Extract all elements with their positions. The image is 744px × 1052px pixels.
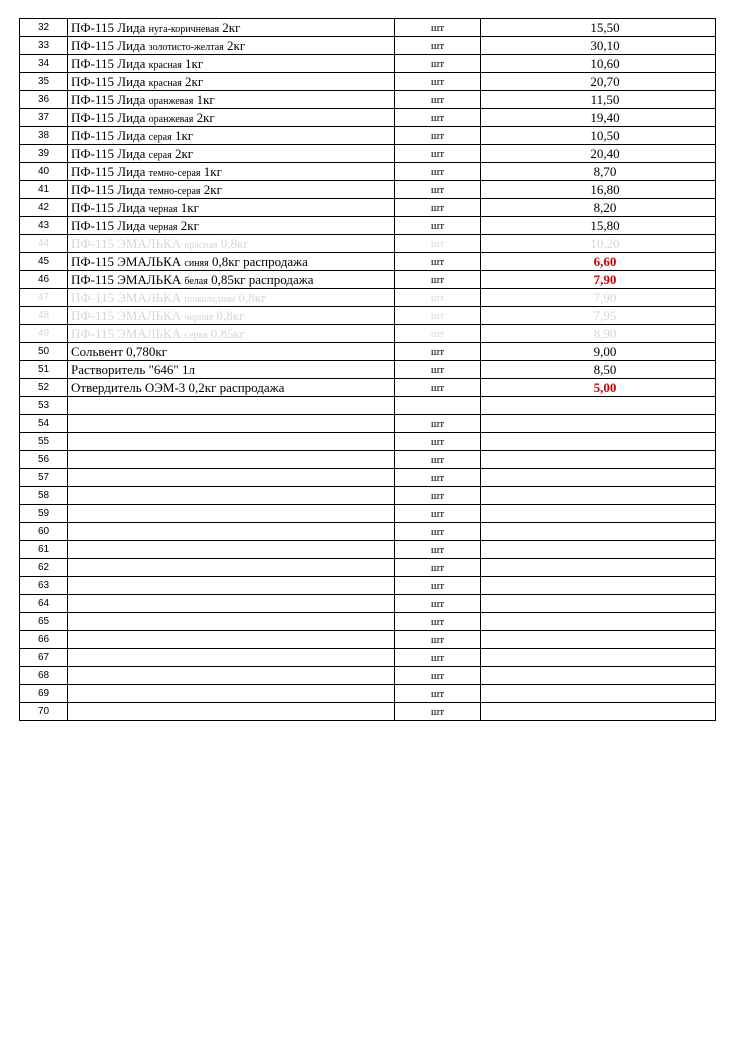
product-name: ПФ-115 Лида bbox=[71, 109, 146, 125]
row-number: 56 bbox=[20, 451, 68, 469]
row-number: 37 bbox=[20, 109, 68, 127]
row-number: 46 bbox=[20, 271, 68, 289]
price-cell: 8,20 bbox=[481, 199, 716, 217]
row-number: 38 bbox=[20, 127, 68, 145]
unit-cell: шт bbox=[395, 505, 481, 523]
product-name-cell bbox=[68, 361, 395, 379]
product-name-cell bbox=[68, 325, 395, 343]
price-cell: 15,50 bbox=[481, 19, 716, 37]
product-size: 1кг bbox=[196, 91, 215, 107]
product-name: ПФ-115 ЭМАЛЬКА bbox=[71, 235, 182, 251]
unit-cell: шт bbox=[395, 577, 481, 595]
product-name-cell bbox=[68, 469, 395, 487]
table-row bbox=[20, 649, 716, 667]
product-name: ПФ-115 Лида bbox=[71, 37, 146, 53]
product-name: ПФ-115 Лида bbox=[71, 181, 146, 197]
table-row bbox=[20, 253, 716, 271]
price-cell: 9,00 bbox=[481, 343, 716, 361]
price-cell: 10,50 bbox=[481, 127, 716, 145]
table-row bbox=[20, 631, 716, 649]
price-cell bbox=[481, 451, 716, 469]
price-cell bbox=[481, 667, 716, 685]
row-number: 48 bbox=[20, 307, 68, 325]
unit-cell: шт bbox=[395, 145, 481, 163]
product-size: 0,8кг bbox=[211, 253, 240, 269]
product-name-cell bbox=[68, 415, 395, 433]
table-row bbox=[20, 451, 716, 469]
row-number: 59 bbox=[20, 505, 68, 523]
row-number: 70 bbox=[20, 703, 68, 721]
table-row bbox=[20, 703, 716, 721]
table-row bbox=[20, 433, 716, 451]
product-note: распродажа bbox=[248, 271, 314, 287]
unit-cell: шт bbox=[395, 181, 481, 199]
sale-price-cell: 7,90 bbox=[481, 271, 716, 289]
unit-cell: шт bbox=[395, 649, 481, 667]
table-row bbox=[20, 559, 716, 577]
product-color: черная bbox=[184, 311, 214, 323]
row-number: 63 bbox=[20, 577, 68, 595]
table-row bbox=[20, 217, 716, 235]
product-color: темно-серая bbox=[148, 185, 201, 197]
price-cell bbox=[481, 415, 716, 433]
product-size: 2кг bbox=[196, 109, 215, 125]
unit-cell: шт bbox=[395, 595, 481, 613]
price-cell: 20,70 bbox=[481, 73, 716, 91]
row-number: 33 bbox=[20, 37, 68, 55]
price-table-body bbox=[20, 19, 716, 721]
unit-cell: шт bbox=[395, 127, 481, 145]
product-color: золотисто-желтая bbox=[148, 41, 224, 53]
row-number: 58 bbox=[20, 487, 68, 505]
product-size: 2кг bbox=[222, 19, 241, 35]
product-name-cell bbox=[68, 631, 395, 649]
table-row bbox=[20, 415, 716, 433]
price-cell: 20,40 bbox=[481, 145, 716, 163]
product-name: ПФ-115 ЭМАЛЬКА bbox=[71, 253, 182, 269]
table-row bbox=[20, 469, 716, 487]
product-size: 1кг bbox=[203, 163, 222, 179]
product-color: красная bbox=[184, 239, 218, 251]
table-row bbox=[20, 613, 716, 631]
row-number: 67 bbox=[20, 649, 68, 667]
table-row bbox=[20, 55, 716, 73]
price-cell: 15,80 bbox=[481, 217, 716, 235]
product-name: ПФ-115 Лида bbox=[71, 163, 146, 179]
product-size: 2кг bbox=[174, 145, 194, 161]
price-cell: 8,70 bbox=[481, 163, 716, 181]
product-name-cell bbox=[68, 55, 395, 73]
product-color: красная bbox=[148, 77, 182, 89]
unit-cell: шт bbox=[395, 703, 481, 721]
price-cell bbox=[481, 523, 716, 541]
price-cell: 8,50 bbox=[481, 361, 716, 379]
row-number: 32 bbox=[20, 19, 68, 37]
product-name-cell bbox=[68, 523, 395, 541]
product-name-cell bbox=[68, 577, 395, 595]
table-row bbox=[20, 379, 716, 397]
product-color: серая bbox=[184, 329, 208, 341]
table-row bbox=[20, 685, 716, 703]
product-name-cell bbox=[68, 613, 395, 631]
product-size: 2кг bbox=[227, 37, 246, 53]
product-name-cell bbox=[68, 289, 395, 307]
product-name: ПФ-115 Лида bbox=[71, 73, 146, 89]
product-name: ПФ-115 ЭМАЛЬКА bbox=[71, 307, 182, 323]
product-size: 0,85кг bbox=[211, 271, 246, 287]
product-color: оранжевая bbox=[148, 95, 194, 107]
unit-cell: шт bbox=[395, 163, 481, 181]
product-size: 2кг bbox=[185, 73, 204, 89]
row-number: 61 bbox=[20, 541, 68, 559]
product-name: ПФ-115 Лида bbox=[71, 19, 146, 35]
product-name-cell bbox=[68, 163, 395, 181]
row-number: 49 bbox=[20, 325, 68, 343]
product-color: черная bbox=[148, 203, 178, 215]
table-row bbox=[20, 343, 716, 361]
table-row bbox=[20, 577, 716, 595]
product-color: белая bbox=[184, 275, 208, 287]
price-cell: 8,90 bbox=[481, 325, 716, 343]
unit-cell: шт bbox=[395, 613, 481, 631]
product-name-cell bbox=[68, 559, 395, 577]
table-row bbox=[20, 667, 716, 685]
product-name-cell bbox=[68, 541, 395, 559]
product-name-cell bbox=[68, 703, 395, 721]
price-cell bbox=[481, 685, 716, 703]
product-size: 1кг bbox=[185, 55, 204, 71]
unit-cell: шт bbox=[395, 469, 481, 487]
product-name-cell bbox=[68, 127, 395, 145]
product-size: 0,8кг bbox=[238, 289, 267, 305]
price-cell bbox=[481, 487, 716, 505]
unit-cell: шт bbox=[395, 379, 481, 397]
product-name-cell bbox=[68, 217, 395, 235]
row-number: 36 bbox=[20, 91, 68, 109]
row-number: 42 bbox=[20, 199, 68, 217]
row-number: 62 bbox=[20, 559, 68, 577]
product-name: Отвердитель ОЭМ-3 0,2кг распродажа bbox=[71, 379, 285, 395]
product-name-cell bbox=[68, 685, 395, 703]
table-row bbox=[20, 145, 716, 163]
price-cell bbox=[481, 649, 716, 667]
product-name: ПФ-115 Лида bbox=[71, 127, 146, 143]
product-color: нуга-коричневая bbox=[148, 23, 220, 35]
row-number: 60 bbox=[20, 523, 68, 541]
price-table bbox=[19, 18, 716, 721]
table-row bbox=[20, 361, 716, 379]
product-name-cell bbox=[68, 145, 395, 163]
unit-cell: шт bbox=[395, 109, 481, 127]
table-row bbox=[20, 487, 716, 505]
unit-cell: шт bbox=[395, 199, 481, 217]
price-cell: 7,95 bbox=[481, 307, 716, 325]
unit-cell: шт bbox=[395, 235, 481, 253]
price-cell: 16,80 bbox=[481, 181, 716, 199]
price-cell bbox=[481, 631, 716, 649]
unit-cell: шт bbox=[395, 523, 481, 541]
product-color: красная bbox=[148, 59, 182, 71]
product-size: 1кг bbox=[174, 127, 194, 143]
table-row bbox=[20, 307, 716, 325]
product-name-cell bbox=[68, 19, 395, 37]
price-cell: 7,90 bbox=[481, 289, 716, 307]
row-number: 43 bbox=[20, 217, 68, 235]
product-color: темно-серая bbox=[148, 167, 201, 179]
table-row bbox=[20, 289, 716, 307]
product-color: серая bbox=[148, 131, 172, 143]
row-number: 50 bbox=[20, 343, 68, 361]
unit-cell: шт bbox=[395, 55, 481, 73]
unit-cell: шт bbox=[395, 217, 481, 235]
unit-cell: шт bbox=[395, 343, 481, 361]
price-cell: 30,10 bbox=[481, 37, 716, 55]
product-name-cell bbox=[68, 487, 395, 505]
price-cell bbox=[481, 433, 716, 451]
row-number: 54 bbox=[20, 415, 68, 433]
unit-cell: шт bbox=[395, 667, 481, 685]
row-number: 40 bbox=[20, 163, 68, 181]
row-number: 53 bbox=[20, 397, 68, 415]
product-size: 2кг bbox=[203, 181, 222, 197]
product-size: 0,85кг bbox=[210, 325, 246, 341]
price-cell bbox=[481, 505, 716, 523]
unit-cell: шт bbox=[395, 631, 481, 649]
product-name-cell bbox=[68, 73, 395, 91]
row-number: 55 bbox=[20, 433, 68, 451]
row-number: 69 bbox=[20, 685, 68, 703]
row-number: 39 bbox=[20, 145, 68, 163]
row-number: 57 bbox=[20, 469, 68, 487]
row-number: 35 bbox=[20, 73, 68, 91]
unit-cell: шт bbox=[395, 685, 481, 703]
unit-cell: шт bbox=[395, 325, 481, 343]
table-row bbox=[20, 163, 716, 181]
product-name-cell bbox=[68, 595, 395, 613]
product-name-cell bbox=[68, 307, 395, 325]
product-name-cell bbox=[68, 271, 395, 289]
price-cell bbox=[481, 469, 716, 487]
unit-cell: шт bbox=[395, 451, 481, 469]
price-cell bbox=[481, 595, 716, 613]
product-name: ПФ-115 Лида bbox=[71, 199, 146, 215]
product-color: синяя bbox=[184, 257, 209, 269]
product-note: распродажа bbox=[243, 253, 308, 269]
product-name-cell bbox=[68, 397, 395, 415]
product-name-cell bbox=[68, 181, 395, 199]
table-row bbox=[20, 271, 716, 289]
price-cell bbox=[481, 703, 716, 721]
unit-cell: шт bbox=[395, 19, 481, 37]
price-cell bbox=[481, 613, 716, 631]
table-row bbox=[20, 91, 716, 109]
unit-cell: шт bbox=[395, 271, 481, 289]
unit-cell bbox=[395, 397, 481, 415]
table-row bbox=[20, 19, 716, 37]
table-row bbox=[20, 397, 716, 415]
product-name: ПФ-115 ЭМАЛЬКА bbox=[71, 289, 182, 305]
price-cell bbox=[481, 541, 716, 559]
row-number: 41 bbox=[20, 181, 68, 199]
product-name-cell bbox=[68, 451, 395, 469]
unit-cell: шт bbox=[395, 541, 481, 559]
table-row bbox=[20, 127, 716, 145]
product-name-cell bbox=[68, 505, 395, 523]
table-row bbox=[20, 73, 716, 91]
row-number: 47 bbox=[20, 289, 68, 307]
unit-cell: шт bbox=[395, 73, 481, 91]
product-name-cell bbox=[68, 433, 395, 451]
unit-cell: шт bbox=[395, 37, 481, 55]
unit-cell: шт bbox=[395, 361, 481, 379]
price-cell bbox=[481, 559, 716, 577]
row-number: 52 bbox=[20, 379, 68, 397]
product-name: Сольвент 0,780кг bbox=[71, 343, 168, 359]
product-name-cell bbox=[68, 253, 395, 271]
product-color: шоколадная bbox=[184, 293, 236, 305]
row-number: 66 bbox=[20, 631, 68, 649]
unit-cell: шт bbox=[395, 91, 481, 109]
sale-price-cell: 5,00 bbox=[481, 379, 716, 397]
row-number: 44 bbox=[20, 235, 68, 253]
row-number: 34 bbox=[20, 55, 68, 73]
row-number: 68 bbox=[20, 667, 68, 685]
product-size: 0,8кг bbox=[220, 235, 249, 251]
price-cell bbox=[481, 397, 716, 415]
unit-cell: шт bbox=[395, 433, 481, 451]
row-number: 45 bbox=[20, 253, 68, 271]
row-number: 51 bbox=[20, 361, 68, 379]
table-row bbox=[20, 595, 716, 613]
sale-price-cell: 6,60 bbox=[481, 253, 716, 271]
table-row bbox=[20, 505, 716, 523]
price-cell: 10,60 bbox=[481, 55, 716, 73]
price-cell: 11,50 bbox=[481, 91, 716, 109]
product-name: ПФ-115 Лида bbox=[71, 91, 146, 107]
product-name: ПФ-115 ЭМАЛЬКА bbox=[71, 271, 182, 287]
unit-cell: шт bbox=[395, 415, 481, 433]
product-size: 2кг bbox=[180, 217, 199, 233]
price-cell bbox=[481, 577, 716, 595]
product-name-cell bbox=[68, 37, 395, 55]
unit-cell: шт bbox=[395, 487, 481, 505]
product-name-cell bbox=[68, 379, 395, 397]
unit-cell: шт bbox=[395, 307, 481, 325]
product-color: серая bbox=[148, 149, 172, 161]
unit-cell: шт bbox=[395, 253, 481, 271]
product-name: Растворитель "646" 1л bbox=[71, 361, 195, 377]
product-name-cell bbox=[68, 109, 395, 127]
table-row bbox=[20, 235, 716, 253]
product-name: ПФ-115 Лида bbox=[71, 145, 146, 161]
row-number: 64 bbox=[20, 595, 68, 613]
price-cell: 10,20 bbox=[481, 235, 716, 253]
product-name-cell bbox=[68, 91, 395, 109]
product-name: ПФ-115 ЭМАЛЬКА bbox=[71, 325, 182, 341]
price-cell: 19,40 bbox=[481, 109, 716, 127]
table-row bbox=[20, 541, 716, 559]
table-row bbox=[20, 199, 716, 217]
product-name: ПФ-115 Лида bbox=[71, 55, 146, 71]
product-name: ПФ-115 Лида bbox=[71, 217, 146, 233]
product-size: 1кг bbox=[180, 199, 199, 215]
product-color: черная bbox=[148, 221, 178, 233]
product-size: 0,8кг bbox=[216, 307, 245, 323]
table-row bbox=[20, 325, 716, 343]
unit-cell: шт bbox=[395, 559, 481, 577]
table-row bbox=[20, 523, 716, 541]
product-name-cell bbox=[68, 649, 395, 667]
price-list-sheet bbox=[19, 18, 716, 721]
table-row bbox=[20, 181, 716, 199]
row-number: 65 bbox=[20, 613, 68, 631]
product-name-cell bbox=[68, 199, 395, 217]
table-row bbox=[20, 109, 716, 127]
product-name-cell bbox=[68, 235, 395, 253]
table-row bbox=[20, 37, 716, 55]
unit-cell: шт bbox=[395, 289, 481, 307]
product-name-cell bbox=[68, 343, 395, 361]
product-name-cell bbox=[68, 667, 395, 685]
product-color: оранжевая bbox=[148, 113, 194, 125]
